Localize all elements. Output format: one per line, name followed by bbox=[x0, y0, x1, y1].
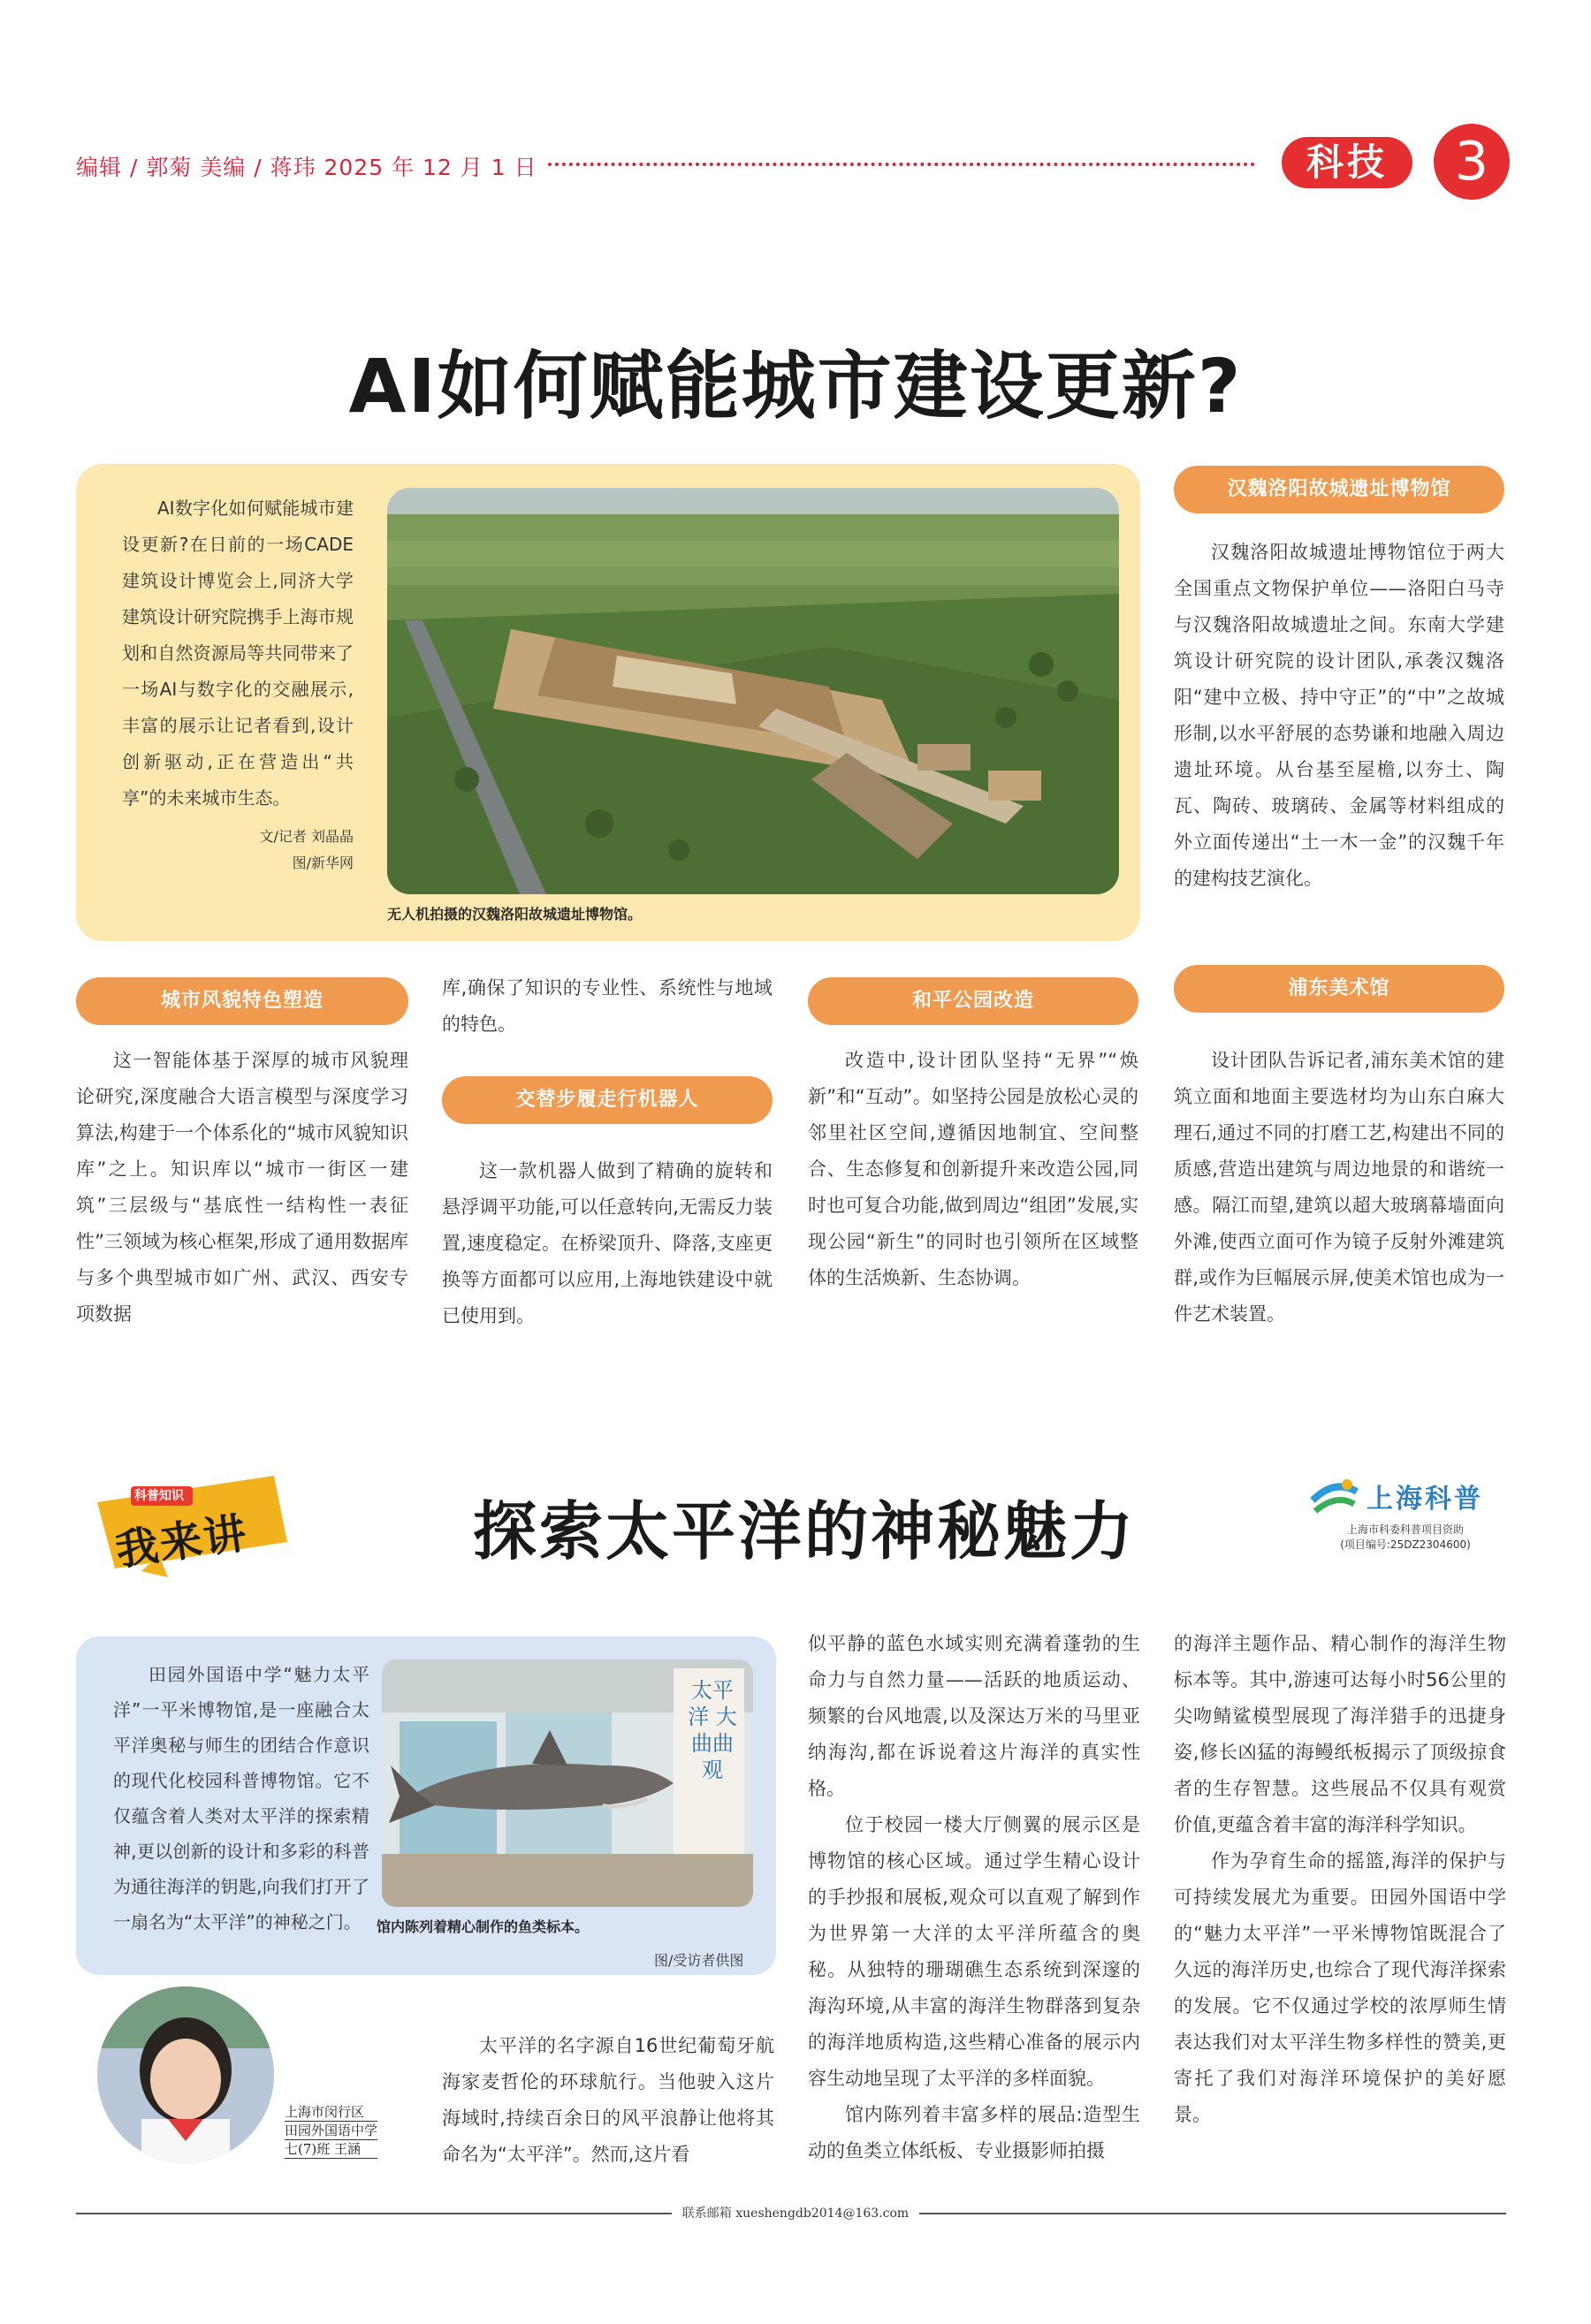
footer-contact: 联系邮箱 xueshengdb2014@163.com bbox=[672, 2206, 919, 2221]
header-meta: 编辑 / 郭菊 美编 / 蒋玮 2025 年 12 月 1 日 bbox=[76, 155, 537, 180]
story2-photo-caption: 馆内陈列着精心制作的鱼类标本。 bbox=[377, 1918, 590, 1935]
story2-col2-p1: 似平静的蓝色水域实则充满着蓬勃的生命力与自然力量——活跃的地质运动、频繁的台风地震,以及深达万米的马里亚纳海沟,都在诉说着这片海洋的真实性格。 bbox=[808, 1633, 1140, 1799]
story2-col2-p2: 位于校园一楼大厅侧翼的展示区是博物馆的核心区域。通过学生精心设计的手抄报和展板,观众可以直观了解到作为世界第一大洋的太平洋所蕴含的奥秘。从独特的珊瑚礁生态系统到深邃的海沟环境,从丰富的海洋生物群落到复杂的海洋地质构造,这些精心准备的展示内容生动地呈现了太平洋的多样面貌。 bbox=[808, 1814, 1140, 2089]
section-text-city-style-continued: 库,确保了知识的专业性、系统性与地域的特色。 bbox=[442, 977, 773, 1035]
section-text-heping-park: 改造中,设计团队坚持“无界”“焕新”和“互动”。如坚持公园是放松心灵的邻里社区空间,遵循因地制宜、空间整合、生态修复和创新提升来改造公园,同时也可复合功能,做到周边“组团”发展,实现公园“新生”的同时也引领所在区域整体的生活焕新、生态协调。 bbox=[808, 1050, 1138, 1288]
section-heading-walking-robot: 交替步履走行机器人 bbox=[442, 1076, 773, 1124]
author-district: 上海市闵行区 bbox=[285, 2103, 377, 2122]
author-class-name: 七(7)班 王涵 bbox=[285, 2140, 377, 2159]
story2-col1: 太平洋的名字源自16世纪葡萄牙航海家麦哲伦的环球航行。当他驶入这片海域时,持续百余日的风平浪静让他将其命名为“太平洋”。然而,这片看 bbox=[442, 2035, 774, 2165]
shanghai-science-logo-icon bbox=[1308, 1474, 1361, 1518]
section-text-hanwei-museum: 汉魏洛阳故城遗址博物馆位于两大全国重点文物保护单位——洛阳白马寺与汉魏洛阳故城遗址之间。东南大学建筑设计研究院的设计团队,承袭汉魏洛阳“建中立极、持中守正”的“中”之故城形制,以水平舒展的态势谦和地融入周边遗址环境。从台基至屋檐,以夯土、陶瓦、陶砖、玻璃砖、金属等材料组成的外立面传递出“土一木一金”的汉魏千年的建构技艺演化。 bbox=[1174, 542, 1504, 889]
sponsor-name: 上海科普 bbox=[1366, 1484, 1483, 1515]
header-divider bbox=[548, 163, 1255, 166]
section-heading-city-style: 城市风貌特色塑造 bbox=[76, 977, 408, 1025]
section-text-city-style: 这一智能体基于深厚的城市风貌理论研究,深度融合大语言模型与深度学习算法,构建于一个体系化的“城市风貌知识库”之上。知识库以“城市一街区一建筑”三层级与“基底性一结构性一表征性”三领域为核心框架,形成了通用数据库与多个典型城市如广州、武汉、西安专项数据 bbox=[76, 1050, 408, 1325]
section-badge: 科技 bbox=[1282, 137, 1412, 188]
story2-lead: 田园外国语中学“魅力太平洋”一平米博物馆,是一座融合太平洋奥秘与师生的团结合作意识的现代化校园科普博物馆。它不仅蕴含着人类对太平洋的探索精神,更以创新的设计和多彩的科普为通往海洋的钥匙,向我们打开了一扇名为“太平洋”的神秘之门。 bbox=[113, 1664, 369, 1933]
section-heading-hanwei-museum: 汉魏洛阳故城遗址博物馆 bbox=[1174, 466, 1504, 513]
sponsor-note: 上海市科委科普项目资助 bbox=[1346, 1523, 1464, 1536]
author-avatar bbox=[97, 1986, 274, 2163]
story2-title: 探索太平洋的神秘魅力 bbox=[472, 1494, 1136, 1568]
column-logo-text: 我来讲 bbox=[112, 1508, 251, 1576]
author-school: 田园外国语中学 bbox=[285, 2123, 378, 2138]
story1-lead bbox=[122, 490, 354, 877]
story2-photo-credit: 图/受访者供图 bbox=[654, 1952, 744, 1969]
story2-col2-p3: 馆内陈列着丰富多样的展品:造型生动的鱼类立体纸板、专业摄影师拍摄 bbox=[808, 2104, 1140, 2161]
museum-aerial-photo bbox=[387, 488, 1119, 894]
footer bbox=[0, 2204, 1591, 2221]
section-heading-heping-park: 和平公园改造 bbox=[808, 977, 1138, 1025]
section-text-pudong-art-museum: 设计团队告诉记者,浦东美术馆的建筑立面和地面主要选材均为山东白麻大理石,通过不同的打磨工艺,构建出不同的质感,营造出建筑与周边地景的和谐统一感。隔江而望,建筑以超大玻璃幕墙面向外滩,使西立面可作为镜子反射外滩建筑群,或作为巨幅展示屏,使美术馆也成为一件艺术装置。 bbox=[1174, 1050, 1504, 1325]
story1-photo-caption: 无人机拍摄的汉魏洛阳故城遗址博物馆。 bbox=[387, 906, 643, 923]
column-logo bbox=[88, 1467, 301, 1582]
section-heading-pudong-art-museum: 浦东美术馆 bbox=[1174, 965, 1504, 1013]
author-info bbox=[285, 2103, 377, 2159]
story2-col3-p1: 的海洋主题作品、精心制作的海洋生物标本等。其中,游速可达每小时56公里的尖吻鲭鲨模型展现了海洋猎手的迅捷身姿,修长凶猛的海鳗纸板揭示了顶级掠食者的生存智慧。这些展品不仅具有观赏价值,更蕴含着丰富的海洋科学知识。 bbox=[1174, 1633, 1506, 1835]
story1-byline: 文/记者 刘晶晶 bbox=[259, 828, 354, 845]
column-logo-small-text: 科普知识 bbox=[134, 1489, 184, 1503]
section-text-walking-robot: 这一款机器人做到了精确的旋转和悬浮调平功能,可以任意转向,无需反力装置,速度稳定。在桥梁顶升、降落,支座更换等方面都可以应用,上海地铁建设中就已使用到。 bbox=[442, 1160, 773, 1326]
sponsor-block bbox=[1308, 1474, 1503, 1552]
fish-specimen-photo bbox=[382, 1659, 753, 1907]
story1-photo-credit: 图/新华网 bbox=[292, 854, 354, 871]
story1-lead-text: AI数字化如何赋能城市建设更新?在日前的一场CADE建筑设计博览会上,同济大学建筑设计研究院携手上海市规划和自然资源局等共同带来了一场AI与数字化的交融展示,丰富的展示让记者看到,设计创新驱动,正在营造出“共享”的未来城市生态。 bbox=[122, 497, 354, 809]
story2-col2 bbox=[808, 1626, 1140, 2169]
story2-col3 bbox=[1174, 1626, 1506, 2133]
page-number-badge: 3 bbox=[1434, 124, 1510, 200]
sponsor-code: (项目编号:25DZ2304600) bbox=[1340, 1538, 1471, 1551]
photo2-sign-text: 太平洋 大 曲曲观 bbox=[688, 1678, 737, 1782]
story2-col3-p2: 作为孕育生命的摇篮,海洋的保护与可持续发展尤为重要。田园外国语中学的“魅力太平洋”一平米博物馆既混合了久远的海洋历史,也综合了现代海洋探索的发展。它不仅通过学校的浓厚师生情表达我们对太平洋生物多样性的赞美,更寄托了我们对海洋环境保护的美好愿景。 bbox=[1174, 1850, 1506, 2125]
story1-title: AI如何赋能城市建设更新? bbox=[348, 343, 1243, 429]
